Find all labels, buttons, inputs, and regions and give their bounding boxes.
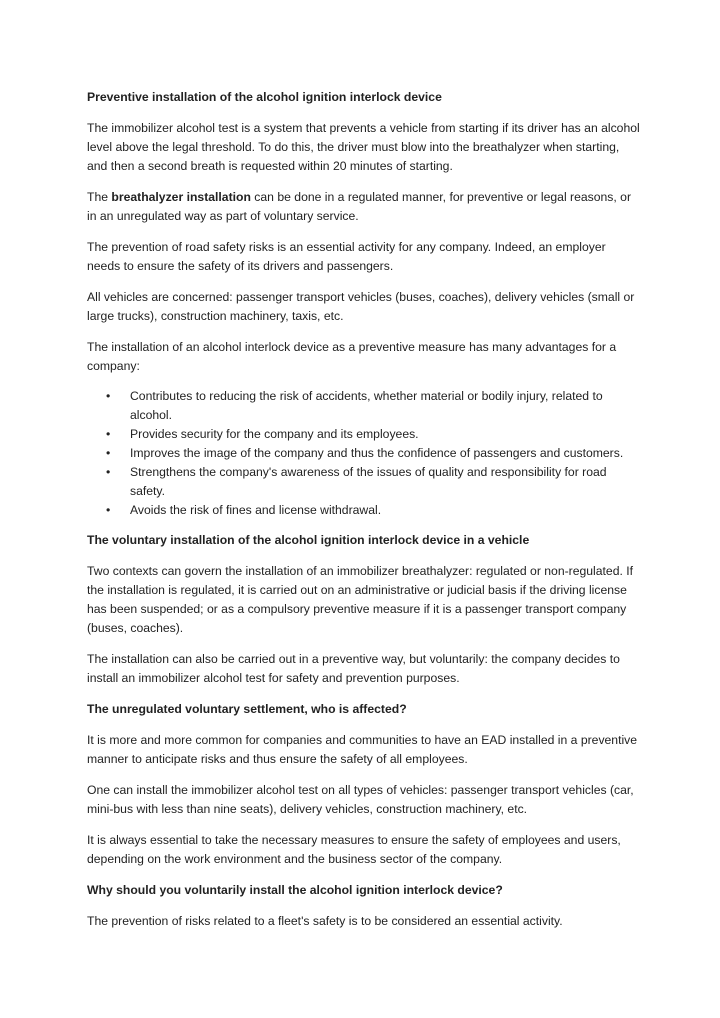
bullet-icon: • — [106, 446, 111, 460]
section-heading-voluntary-installation: The voluntary installation of the alcohol ignition interlock device in a vehicle — [87, 533, 530, 547]
paragraph-all-vehicle-types: One can install the immobilizer alcohol test on all types of vehicles: passenger transport vehicles (car, mini-bus with less than nine seats), delivery vehicles, construction machinery, etc. — [87, 783, 634, 816]
list-item — [87, 444, 640, 463]
paragraph-preventive-voluntary: The installation can also be carried out in a preventive way, but voluntarily: the company decides to install an immobilizer alcohol test for safety and prevention purposes. — [87, 652, 620, 685]
section-heading-why-install: Why should you voluntarily install the alcohol ignition interlock device? — [87, 883, 503, 897]
paragraph-text: The — [87, 190, 112, 204]
paragraph-road-safety-prevention: The prevention of road safety risks is an essential activity for any company. Indeed, an employer needs to ensure the safety of its drivers and passengers. — [87, 240, 606, 273]
paragraph-advantages-intro: The installation of an alcohol interlock device as a preventive measure has many advantages for a company: — [87, 340, 617, 373]
paragraph-text: can be done in a regulated manner, for preventive or legal reasons, or in an unregulated way as part of voluntary service. — [87, 190, 632, 223]
bullet-icon: • — [106, 389, 111, 403]
bullet-icon: • — [106, 465, 111, 479]
bold-term-breathalyzer-installation: breathalyzer installation — [111, 190, 251, 204]
paragraph-necessary-measures: It is always essential to take the necessary measures to ensure the safety of employees and users, depending on the work environment and the business sector of the company. — [87, 833, 621, 866]
list-item-text: Provides security for the company and its employees. — [130, 427, 419, 441]
paragraph-immobilizer-definition: The immobilizer alcohol test is a system that prevents a vehicle from starting if its driver has an alcohol level above the legal threshold. To do this, the driver must blow into the breathalyzer when starting, and then a second breath is requested within 20 minutes of starting. — [87, 121, 640, 173]
bullet-icon: • — [106, 503, 111, 517]
list-item-text: Avoids the risk of fines and license withdrawal. — [130, 503, 382, 517]
list-item-text: Contributes to reducing the risk of accidents, whether material or bodily injury, related to alcohol. — [130, 389, 603, 422]
paragraph-two-contexts: Two contexts can govern the installation of an immobilizer breathalyzer: regulated or non-regulated. If the installation is regulated, it is carried out on an administrative or judicial basis if the driving license has been suspended; or as a compulsory preventive measure if it is a passenger transport company (buses, coaches). — [87, 564, 634, 635]
bullet-icon: • — [106, 427, 111, 441]
paragraph-fleet-safety: The prevention of risks related to a fleet's safety is to be considered an essential activity. — [87, 914, 563, 928]
section-heading-unregulated-settlement: The unregulated voluntary settlement, who is affected? — [87, 702, 407, 716]
paragraph-breathalyzer-installation — [87, 188, 640, 226]
list-item — [87, 387, 640, 425]
section-heading-preventive-installation: Preventive installation of the alcohol ignition interlock device — [87, 90, 442, 104]
list-item — [87, 463, 640, 501]
list-item-text: Improves the image of the company and thus the confidence of passengers and customers. — [130, 446, 624, 460]
list-item-text: Strengthens the company's awareness of the issues of quality and responsibility for road safety. — [130, 465, 607, 498]
advantages-bullet-list — [87, 387, 640, 520]
list-item — [87, 425, 640, 444]
list-item — [87, 501, 640, 520]
paragraph-vehicles-concerned: All vehicles are concerned: passenger transport vehicles (buses, coaches), delivery vehicles (small or large trucks), construction machinery, taxis, etc. — [87, 290, 635, 323]
paragraph-ead-installed: It is more and more common for companies and communities to have an EAD installed in a preventive manner to anticipate risks and thus ensure the safety of all employees. — [87, 733, 638, 766]
